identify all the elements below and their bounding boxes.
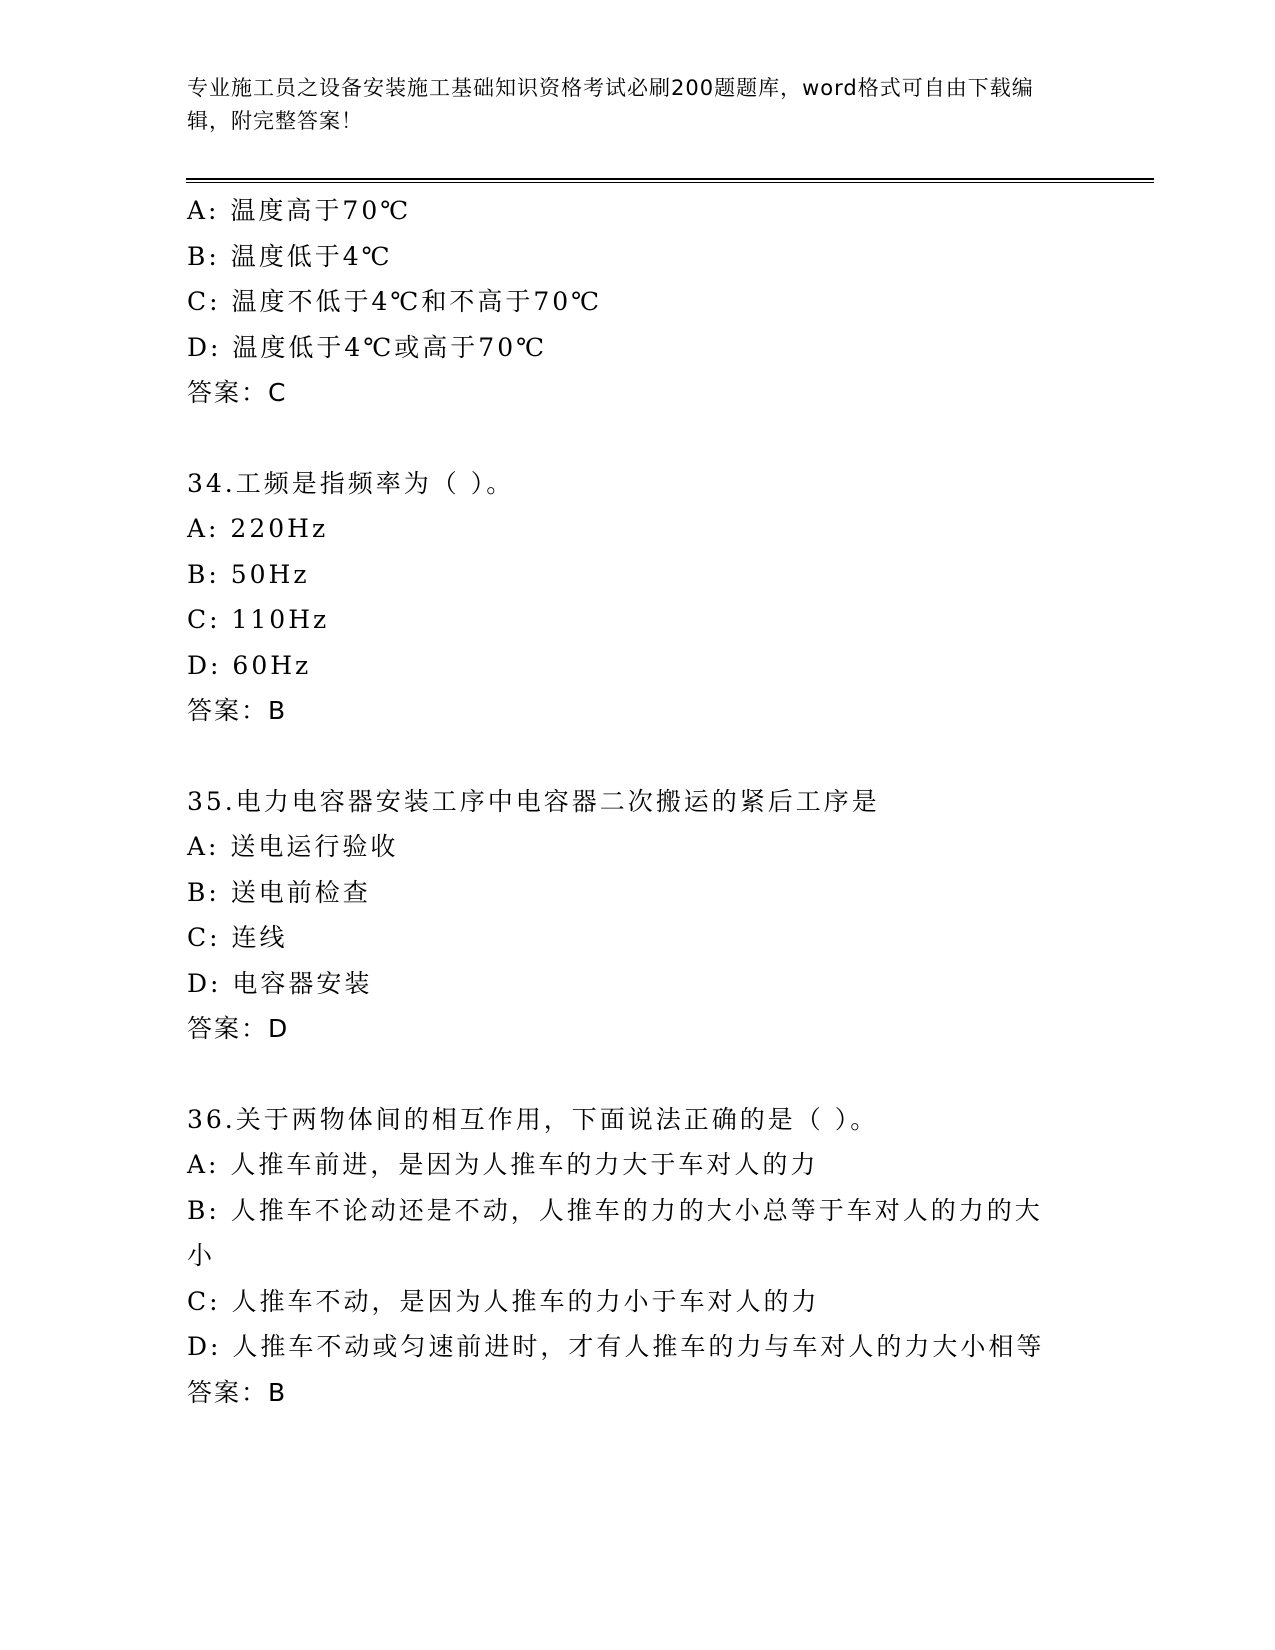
option-b: B: 送电前检查 [187, 877, 371, 907]
option-d: D: 60Hz [187, 650, 312, 680]
answer: 答案：C [187, 378, 288, 407]
question-block-35 [187, 779, 1087, 1052]
option-a: A: 人推车前进，是因为人推车的力大于车对人的力 [187, 1150, 819, 1179]
option-b: B: 温度低于4℃ [187, 241, 393, 271]
option-c: C: 人推车不动，是因为人推车的力小于车对人的力 [187, 1286, 820, 1316]
option-d: D: 电容器安装 [187, 968, 373, 998]
option-d: D: 温度低于4℃或高于70℃ [187, 332, 548, 362]
option-b: B: 50Hz [187, 559, 310, 589]
answer: 答案：B [187, 1377, 288, 1407]
option-d: D: 人推车不动或匀速前进时，才有人推车的力与车对人的力大小相等 [187, 1332, 1045, 1361]
option-c: C: 110Hz [187, 605, 330, 634]
option-b: B: 人推车不论动还是不动，人推车的力的大小总等于车对人的力的大小 [187, 1195, 1043, 1270]
question-block-33 [187, 188, 1087, 416]
question-stem: 35.电力电容器安装工序中电容器二次搬运的紧后工序是 [187, 786, 880, 816]
header-divider [186, 178, 1154, 183]
answer: 答案：D [187, 1014, 290, 1043]
answer: 答案：B [187, 696, 288, 725]
question-list [187, 188, 1087, 1460]
question-stem: 36.关于两物体间的相互作用，下面说法正确的是（ ）。 [187, 1104, 879, 1134]
option-a: A: 送电运行验收 [187, 832, 399, 861]
option-a: A: 220Hz [187, 514, 329, 543]
question-block-34 [187, 461, 1087, 734]
option-a: A: 温度高于70℃ [187, 196, 412, 225]
question-block-36 [187, 1097, 1087, 1416]
option-c: C: 连线 [187, 923, 288, 952]
question-stem: 34.工频是指频率为（ ）。 [187, 468, 515, 498]
document-header: 专业施工员之设备安装施工基础知识资格考试必刷200题题库，word格式可自由下载编辑，附完整答案！ [187, 76, 1034, 133]
option-c: C: 温度不低于4℃和不高于70℃ [187, 287, 603, 316]
